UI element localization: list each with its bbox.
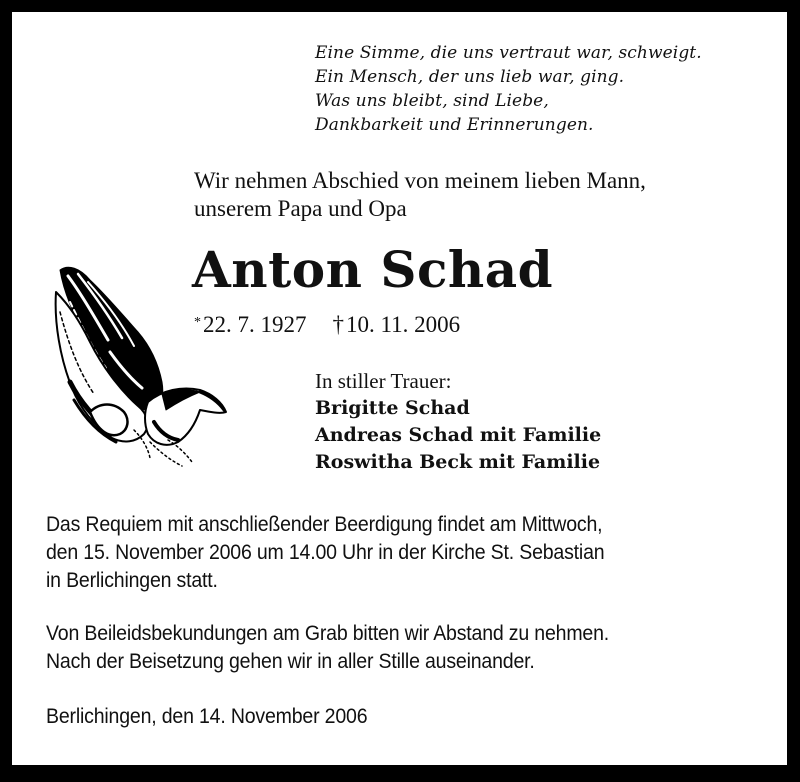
condolence-line: Nach der Beisetzung gehen wir in aller Stille auseinander. [46,650,535,673]
poem-line: Ein Mensch, der uns lieb war, ging. [315,67,625,87]
praying-hands-icon [50,262,230,480]
life-dates [194,308,460,340]
birth-date: 22. 7. 1927 [203,312,307,337]
requiem-line: Das Requiem mit anschließender Beerdigung findet am Mittwoch, [46,513,603,536]
poem-line: Was uns bleibt, sind Liebe, [315,91,549,111]
poem-line: Eine Simme, die uns vertraut war, schweigt. [315,43,702,63]
requiem-notice [46,511,604,595]
requiem-line: in Berlichingen statt. [46,569,218,592]
farewell-intro [194,167,646,223]
condolence-notice [46,620,609,676]
mourners-block [315,367,601,476]
deceased-name: Anton Schad [192,240,554,299]
birth-symbol: * [194,315,201,330]
poem-line: Dankbarkeit und Erinnerungen. [315,115,594,135]
mourners-lead: In stiller Trauer: [315,369,452,393]
mourner-name: Andreas Schad mit Familie [315,424,602,446]
death-date: 10. 11. 2006 [346,312,461,337]
requiem-line: den 15. November 2006 um 14.00 Uhr in der Kirche St. Sebastian [46,541,605,564]
intro-line: Wir nehmen Abschied von meinem lieben Mann, [194,168,646,193]
poem-verse [315,41,702,137]
mourner-name: Roswitha Beck mit Familie [315,451,601,473]
death-cross-icon: † [332,312,344,337]
place-and-date: Berlichingen, den 14. November 2006 [46,705,368,728]
condolence-line: Von Beileidsbekundungen am Grab bitten wir Abstand zu nehmen. [46,622,609,645]
mourner-name: Brigitte Schad [315,397,470,419]
intro-line: unserem Papa und Opa [194,196,407,221]
